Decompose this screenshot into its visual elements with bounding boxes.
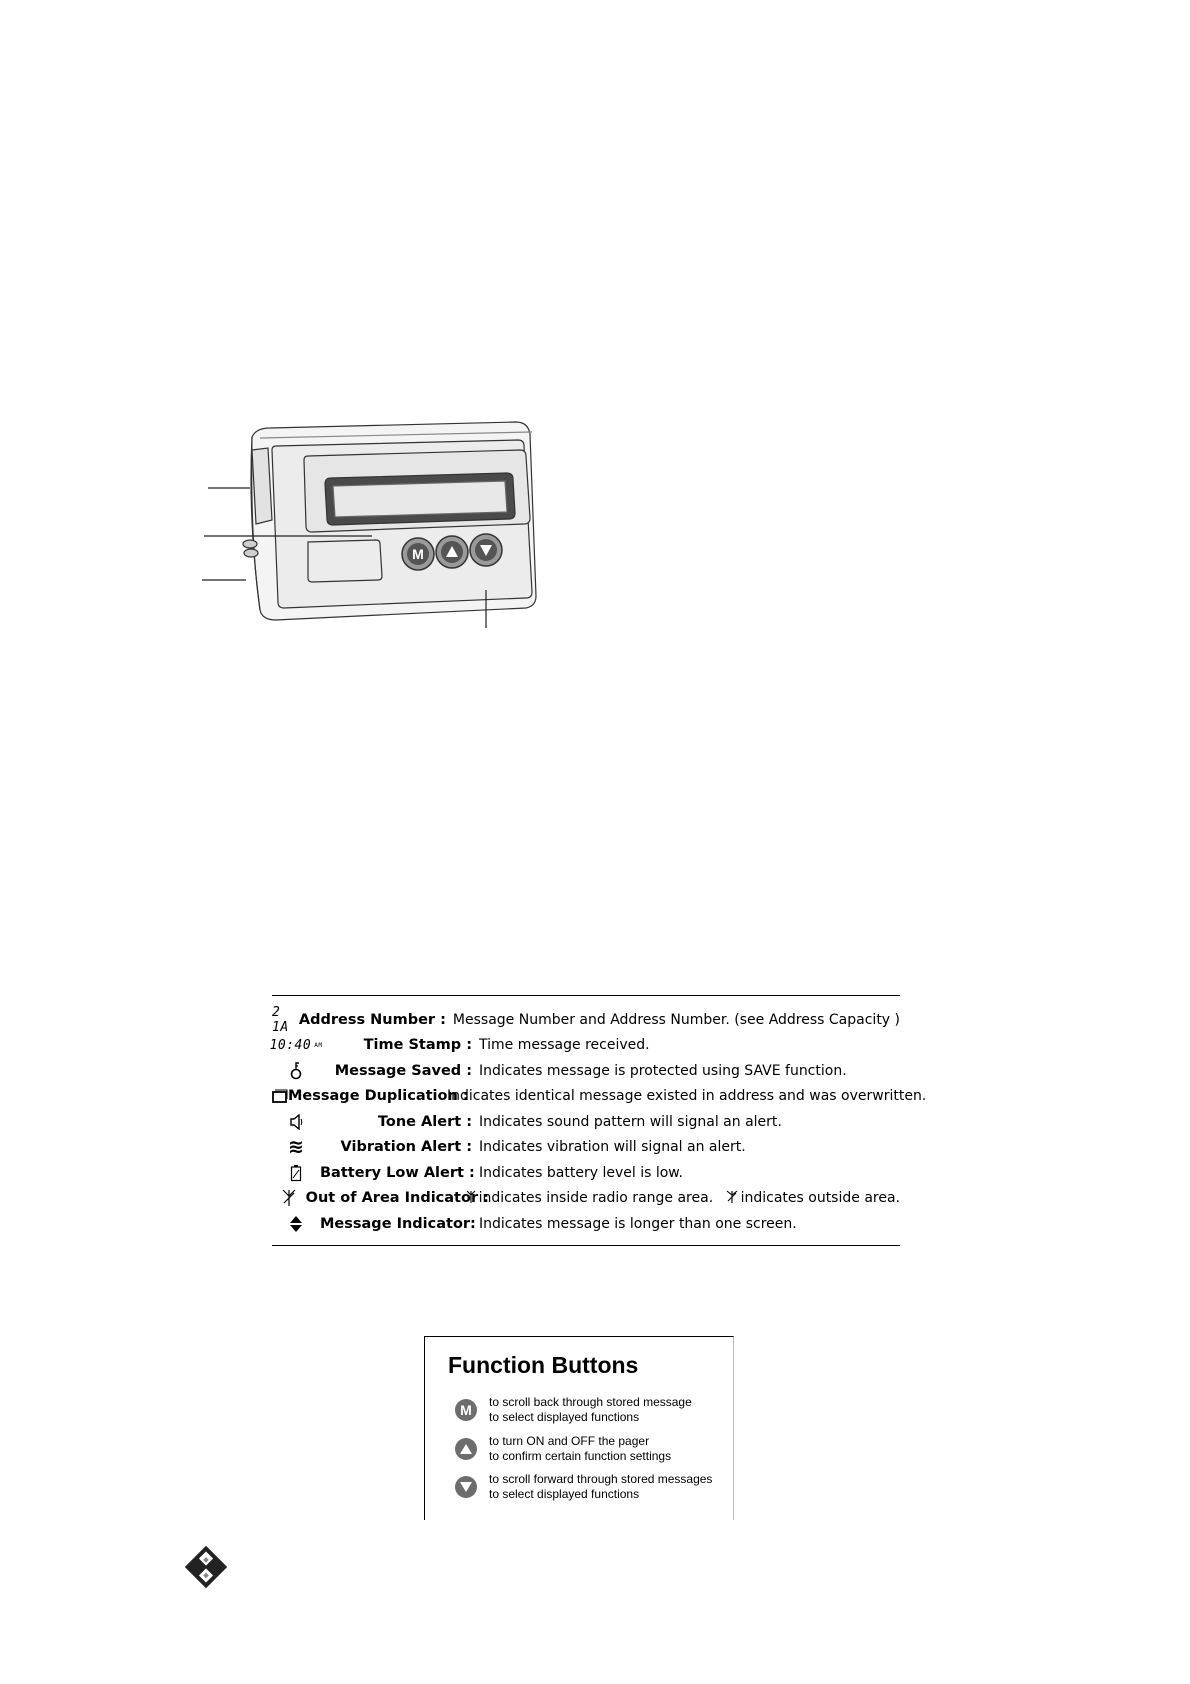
legend-desc: Time message received. xyxy=(479,1037,650,1054)
legend-desc: Indicates vibration will signal an alert. xyxy=(479,1139,746,1156)
address-number-lcd: 2 1A xyxy=(272,1004,289,1035)
save-lock-icon xyxy=(272,1062,320,1080)
function-line-2: to select displayed functions xyxy=(489,1410,640,1424)
antenna-outside-icon xyxy=(726,1190,738,1204)
up-down-arrow-icon xyxy=(272,1216,320,1232)
legend-label: Vibration Alert : xyxy=(340,1139,472,1156)
function-item-text xyxy=(489,1472,712,1502)
function-line-2: to confirm certain function settings xyxy=(489,1449,672,1463)
legend-row xyxy=(272,1211,900,1237)
function-line-1: to scroll forward through stored messages xyxy=(489,1472,713,1486)
function-buttons-panel xyxy=(424,1336,734,1520)
function-item-down xyxy=(455,1472,712,1502)
legend-label: Out of Area Indicator : xyxy=(305,1190,489,1207)
function-item-text xyxy=(489,1395,692,1425)
antenna-inside-icon xyxy=(466,1190,476,1204)
function-item-text xyxy=(489,1434,671,1464)
legend-row xyxy=(272,1109,900,1135)
function-item-up xyxy=(455,1434,671,1464)
pager-down-button[interactable] xyxy=(470,534,502,566)
legend-row xyxy=(272,1160,900,1186)
antenna-icon xyxy=(272,1189,306,1207)
legend-desc: Indicates message is longer than one screen. xyxy=(479,1215,797,1232)
legend-desc: Indicates identical message existed in address and was overwritten. xyxy=(447,1088,927,1105)
antenna-inside-text: indicates inside radio range area. xyxy=(478,1190,714,1207)
vibration-icon: ≋ xyxy=(288,1136,304,1159)
legend-label: Address Number : xyxy=(298,1011,446,1028)
pager-m-label: M xyxy=(412,546,424,562)
legend-label: Message Saved : xyxy=(334,1062,472,1079)
function-line-1: to scroll back through stored message xyxy=(489,1395,692,1409)
time-stamp-am: AM xyxy=(314,1041,323,1049)
speaker-icon xyxy=(272,1114,320,1130)
legend-desc xyxy=(465,1190,900,1206)
m-button-icon xyxy=(455,1399,477,1421)
legend-row xyxy=(272,1004,900,1035)
legend-label: Message Indicator: xyxy=(320,1215,476,1232)
time-stamp-value: 10:40 xyxy=(269,1037,312,1053)
pager-m-button[interactable] xyxy=(402,538,434,570)
pager-illustration xyxy=(200,420,550,640)
duplicate-icon xyxy=(272,1089,288,1103)
time-stamp-lcd xyxy=(269,1037,323,1053)
legend-row xyxy=(272,1058,900,1084)
down-button-icon xyxy=(455,1476,477,1498)
legend-row xyxy=(272,1186,900,1212)
legend-label: Tone Alert : xyxy=(377,1113,472,1130)
battery-low-icon xyxy=(272,1164,320,1182)
function-buttons-title: Function Buttons xyxy=(448,1352,639,1378)
function-line-1: to turn ON and OFF the pager xyxy=(489,1434,650,1448)
legend-row xyxy=(272,1084,927,1110)
legend-label: Time Stamp : xyxy=(363,1037,472,1054)
legend-label: Battery Low Alert : xyxy=(320,1164,475,1181)
function-line-2: to select displayed functions xyxy=(489,1487,640,1501)
legend-desc: Indicates battery level is low. xyxy=(479,1164,683,1181)
legend-row xyxy=(272,1135,900,1161)
legend-row xyxy=(269,1033,900,1059)
brand-logo-icon xyxy=(184,1545,228,1589)
legend-bottom-rule xyxy=(272,1245,900,1246)
lcd-symbol-legend xyxy=(269,995,927,1246)
function-item-m xyxy=(455,1395,692,1425)
antenna-outside-text: indicates outside area. xyxy=(740,1190,900,1207)
legend-label: Message Duplication : xyxy=(288,1088,469,1105)
m-button-letter: M xyxy=(460,1402,472,1418)
pager-up-button[interactable] xyxy=(436,536,468,568)
legend-desc: Indicates message is protected using SAVE function. xyxy=(479,1062,847,1079)
legend-desc: Indicates sound pattern will signal an alert. xyxy=(479,1113,782,1130)
legend-desc: Message Number and Address Number. (see Address Capacity ) xyxy=(452,1011,900,1028)
up-button-icon xyxy=(455,1438,477,1460)
